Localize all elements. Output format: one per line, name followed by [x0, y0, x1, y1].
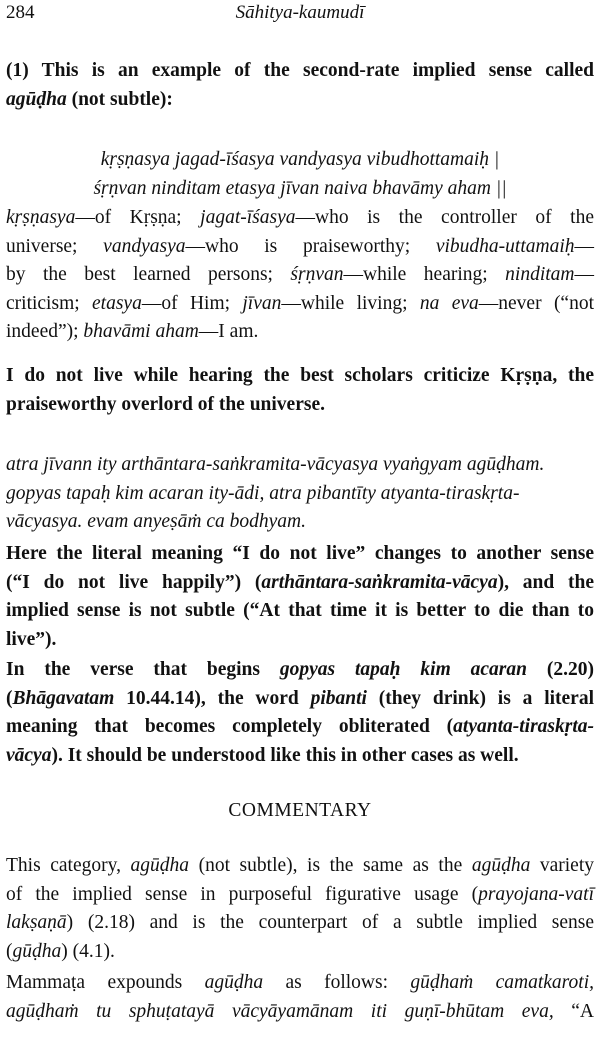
translation	[6, 362, 594, 419]
commentary-paragraph-2	[6, 969, 594, 1026]
meaning-line: criticism; etasya—of Him; jīvan—while living; na eva—never (“not	[6, 292, 595, 314]
explanation-line: vācya). It should be understood like this in other cases as well.	[6, 744, 519, 766]
meaning-line: indeed”); bhavāmi aham—I am.	[6, 321, 259, 342]
explanation-line: In the verse that begins gopyas tapaḥ kim acaran (2.20)	[6, 659, 594, 680]
meaning-line: universe; vandyasya—who is praiseworthy; vibudha-uttamaiḥ—	[6, 235, 595, 257]
sanskrit-commentary	[6, 451, 594, 537]
explanation-1	[6, 540, 594, 654]
sanskrit-line: gopyas tapaḥ kim acaran ity-ādi, atra pibantīty atyanta-tiraskṛta-	[6, 482, 520, 504]
verse-line-1: kṛṣṇasya jagad-īśasya vandyasya vibudhottamaiḥ |	[100, 149, 500, 170]
explanation-line: implied sense is not subtle (“At that time it is better to die than to	[6, 600, 594, 621]
word-meanings	[6, 204, 594, 347]
commentary-line: This category, agūḍha (not subtle), is the same as the agūḍha variety	[6, 855, 595, 876]
commentary-line: lakṣaṇā) (2.18) and is the counterpart of a subtle implied sense	[6, 912, 594, 933]
explanation-line: (“I do not live happily”) (arthāntara-saṅkramita-vācya), and the	[6, 571, 594, 593]
commentary-line: Mammaṭa expounds agūḍha as follows: gūḍhaṁ camatkaroti,	[6, 972, 594, 993]
explanation-line: Here the literal meaning “I do not live” changes to another sense	[6, 543, 594, 564]
intro-line: (1) This is an example of the second-rate implied sense called	[6, 60, 594, 81]
verse-line-2: śṛṇvan ninditam etasya jīvan naiva bhavāmy aham ||	[93, 178, 507, 199]
sanskrit-line: vācyasya. evam anyeṣāṁ ca bodhyam.	[6, 511, 306, 532]
commentary-line: (gūḍha) (4.1).	[6, 940, 115, 962]
commentary-line: of the implied sense in purposeful figurative usage (prayojana-vatī	[6, 883, 594, 905]
meaning-line: by the best learned persons; śṛṇvan—while hearing; ninditam—	[6, 264, 594, 285]
intro-line: agūḍha (not subtle):	[6, 88, 173, 110]
explanation-2	[6, 656, 594, 770]
translation-line: I do not live while hearing the best scholars criticize Kṛṣṇa, the	[6, 365, 594, 386]
term-agudha: agūḍha	[6, 88, 67, 110]
sanskrit-line: atra jīvann ity arthāntara-saṅkramita-vācyasya vyaṅgyam agūḍham.	[6, 454, 545, 475]
explanation-line: (Bhāgavatam 10.44.14), the word pibanti (they drink) is a literal	[6, 687, 595, 709]
running-title: Sāhitya-kaumudī	[235, 2, 365, 23]
explanation-line: meaning that becomes completely obliterated (atyanta-tiraskṛta-	[6, 716, 594, 737]
example-intro	[6, 57, 594, 114]
commentary-line: agūḍhaṁ tu sphuṭatayā vācyāyamānam iti guṇī-bhūtam eva, “A	[6, 1000, 594, 1022]
commentary-paragraph-1	[6, 852, 594, 966]
explanation-line: live”).	[6, 628, 57, 650]
meaning-line: kṛṣṇasya—of Kṛṣṇa; jagat-īśasya—who is the controller of the	[6, 207, 595, 228]
sanskrit-verse	[0, 145, 600, 203]
page-number: 284	[6, 2, 35, 23]
translation-line: praiseworthy overlord of the universe.	[6, 393, 325, 415]
commentary-heading: COMMENTARY	[228, 800, 372, 821]
page-header	[6, 2, 594, 28]
